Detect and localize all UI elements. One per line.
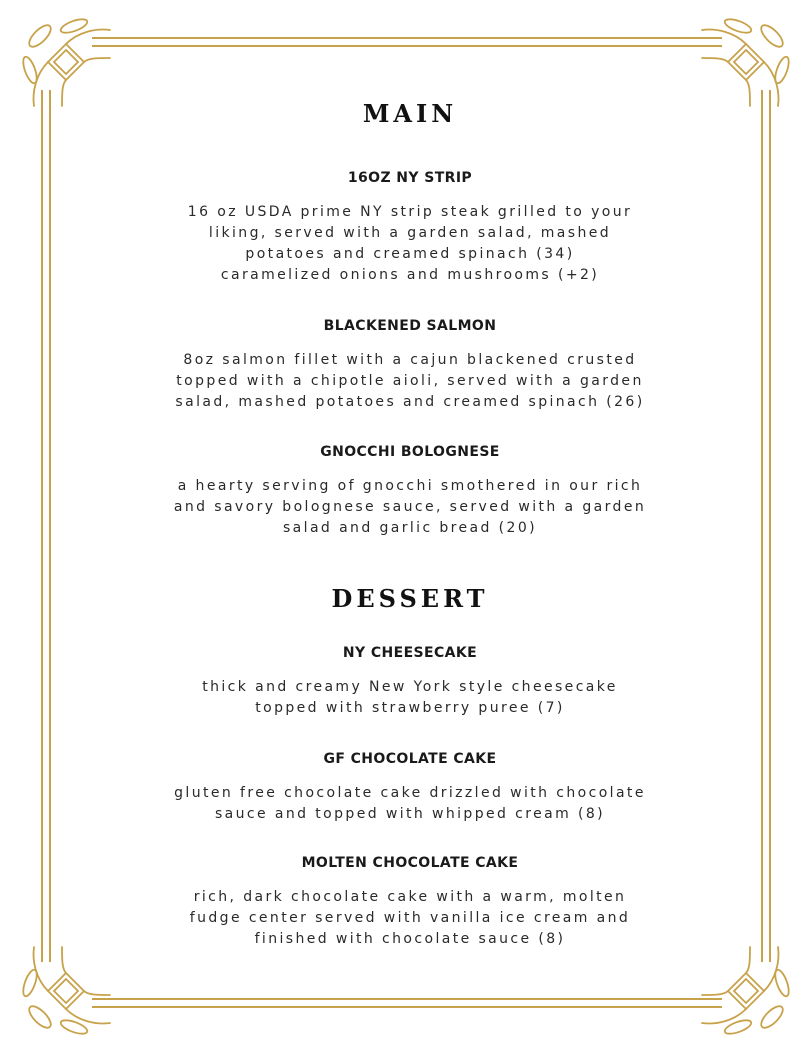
- menu-item-ny-strip: [110, 168, 710, 286]
- menu-item-blackened-salmon: [110, 316, 710, 413]
- menu-item-name: 16OZ NY STRIP: [347, 170, 473, 186]
- art-deco-corner-icon-bottom-left: [21, 947, 110, 1036]
- section-title-main: MAIN: [362, 99, 458, 128]
- menu-item-name: MOLTEN CHOCOLATE CAKE: [301, 855, 519, 871]
- section-title-dessert: DESSERT: [331, 584, 489, 613]
- menu-item-description: a hearty serving of gnocchi smothered in our rich and savory bolognese sauce, served with a garden salad and garlic bread (20): [173, 478, 647, 536]
- menu-item-description: gluten free chocolate cake drizzled with chocolate sauce and topped with whipped cream (8): [174, 785, 646, 822]
- art-deco-corner-icon-top-right: [702, 17, 791, 106]
- art-deco-corner-icon-top-left: [21, 17, 110, 106]
- menu-item-gf-chocolate-cake: [110, 749, 710, 825]
- menu-item-name: BLACKENED SALMON: [323, 318, 497, 334]
- art-deco-corner-icon-bottom-right: [702, 947, 791, 1036]
- menu-item-name: NY CHEESECAKE: [342, 645, 478, 661]
- menu-item-molten-chocolate-cake: [110, 853, 710, 950]
- menu-item-description: 16 oz USDA prime NY strip steak grilled to your liking, served with a garden salad, mashed potatoes and creamed spinach (34) caramelized onions and mushrooms (+2): [187, 204, 633, 283]
- menu-item-description: thick and creamy New York style cheesecake topped with strawberry puree (7): [202, 679, 618, 716]
- menu-item-name: GF CHOCOLATE CAKE: [323, 751, 497, 767]
- menu-item-ny-cheesecake: [110, 643, 710, 719]
- menu-item-description: rich, dark chocolate cake with a warm, molten fudge center served with vanilla ice cream and finished with chocolate sauce (8): [189, 889, 631, 947]
- menu-item-name: GNOCCHI BOLOGNESE: [320, 444, 500, 460]
- menu-item-gnocchi-bolognese: [110, 442, 710, 539]
- menu-item-description: 8oz salmon fillet with a cajun blackened crusted topped with a chipotle aioli, served with a garden salad, mashed potatoes and creamed spinach (26): [175, 352, 645, 410]
